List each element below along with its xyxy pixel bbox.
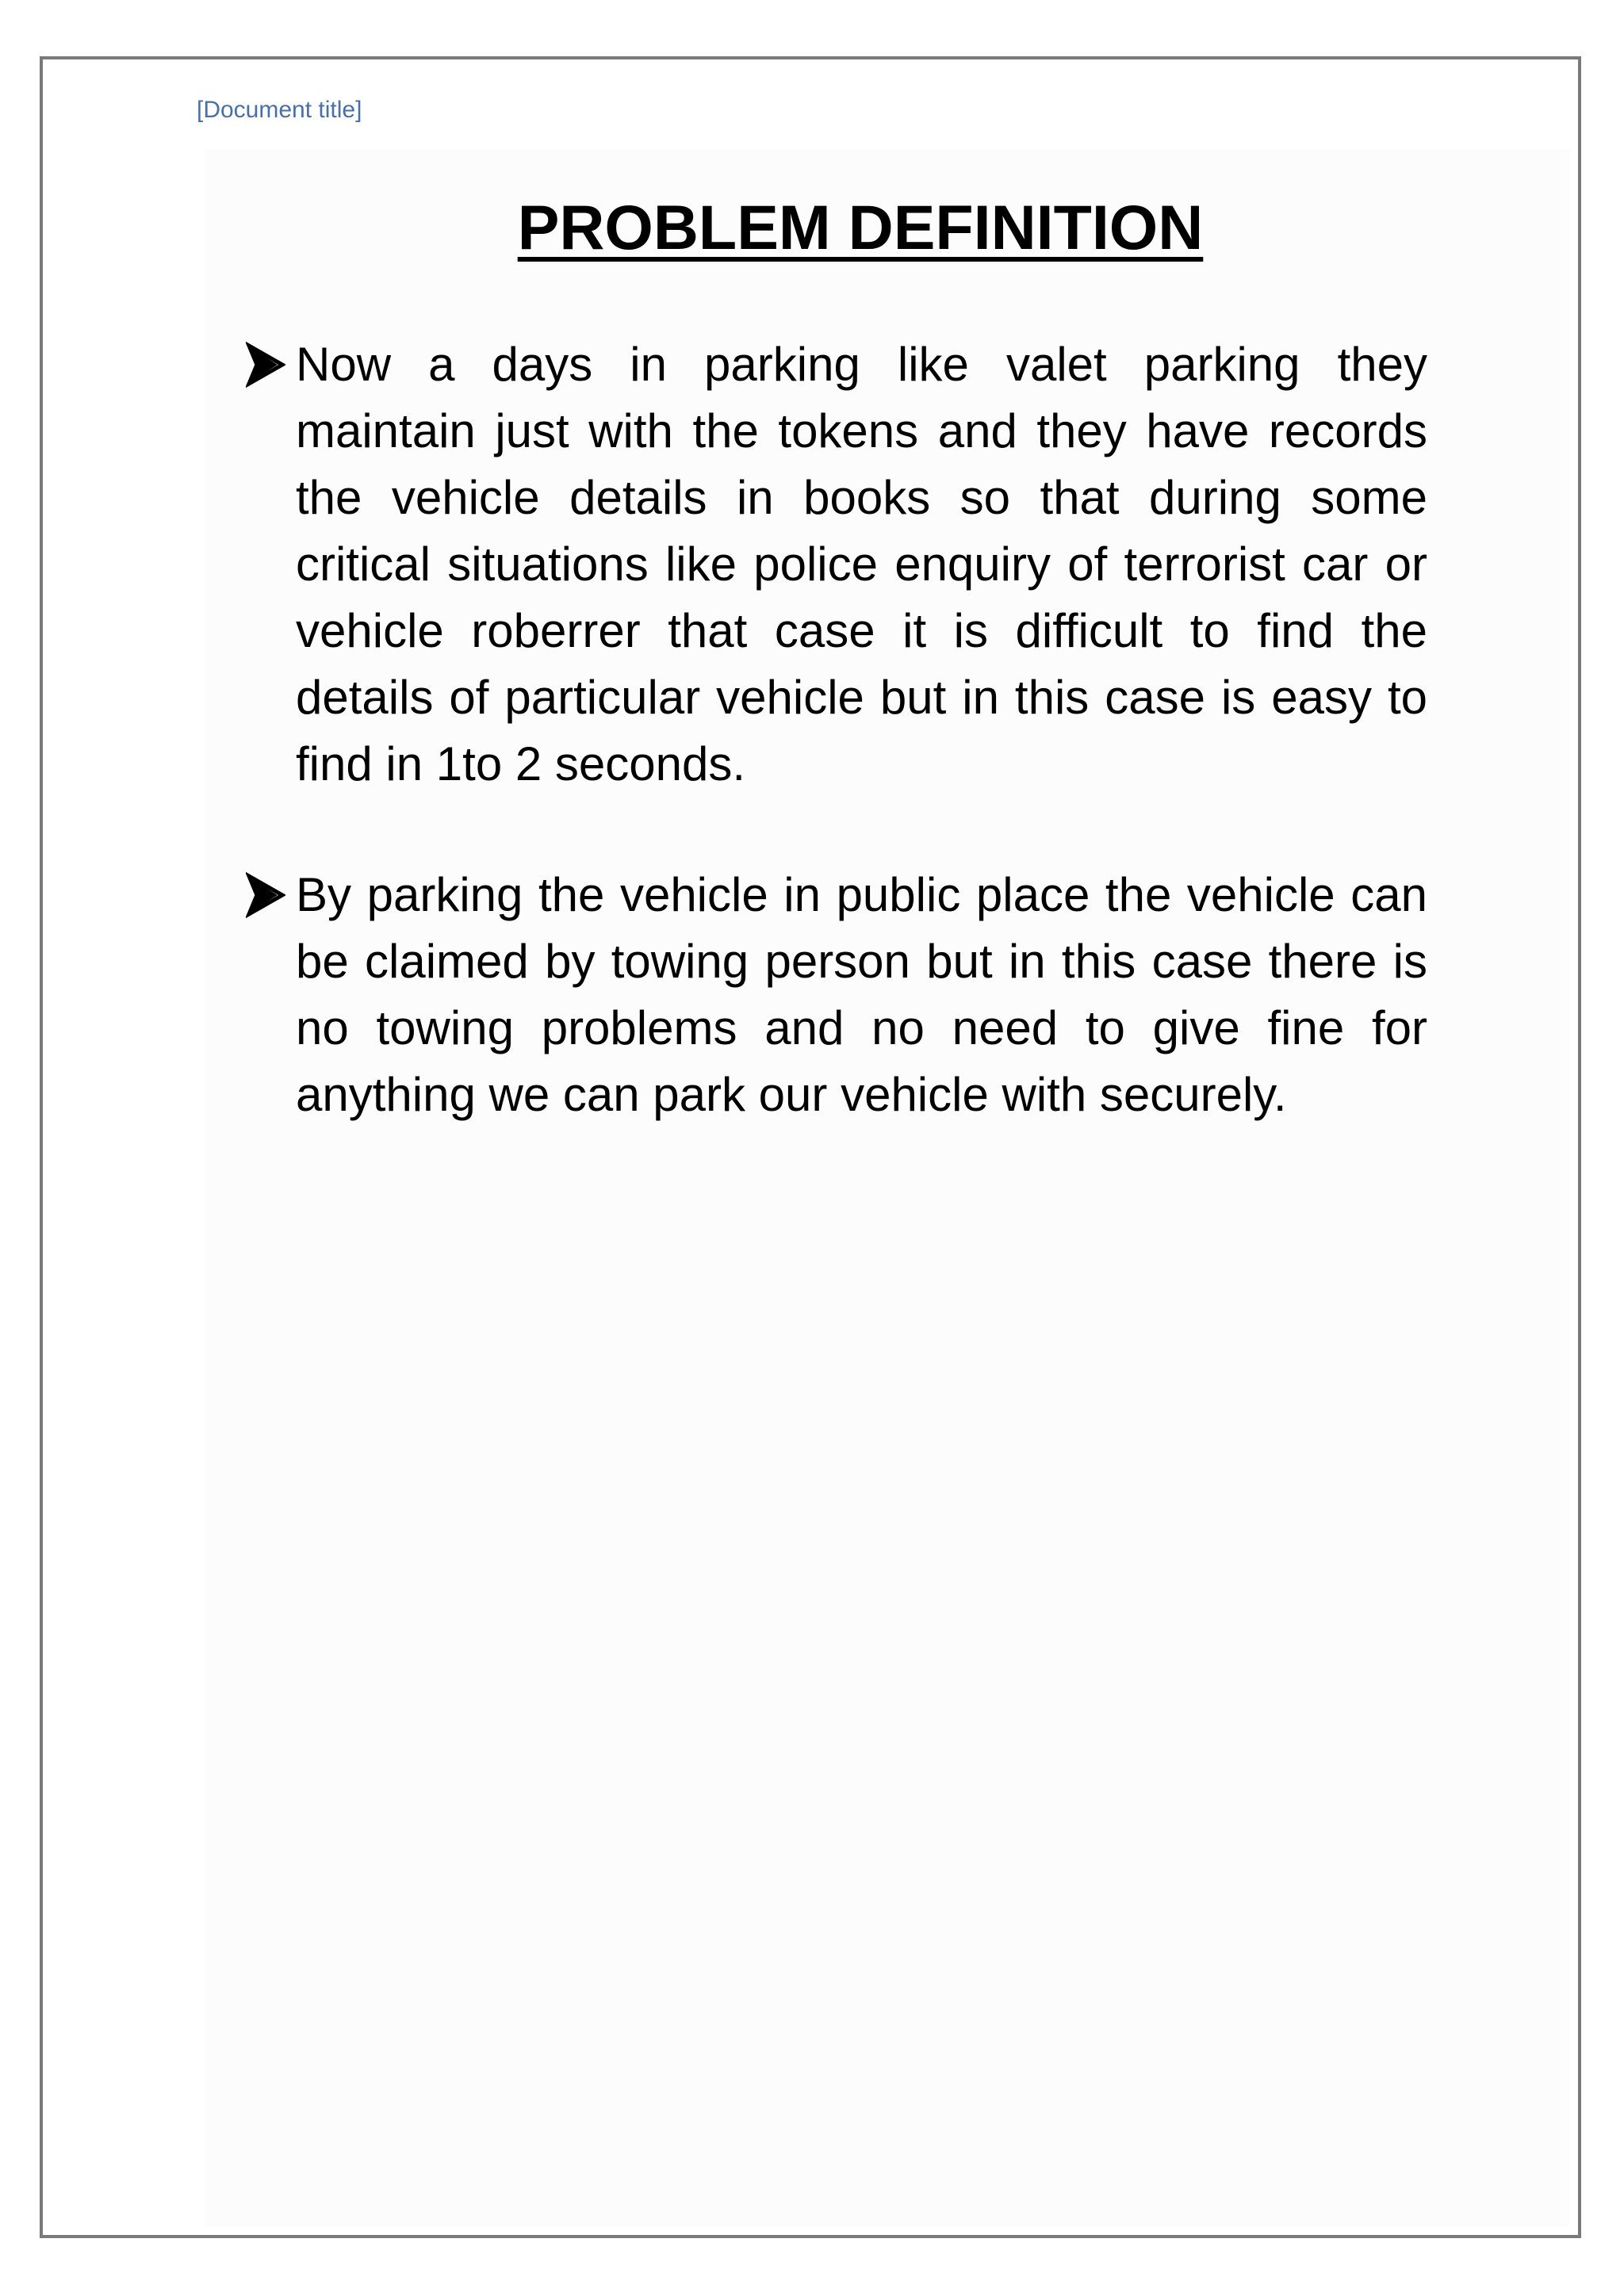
bullet-text: By parking the vehicle in public place the vehicle can be claimed by towing person but in this case there is no towing problems and no need to give fine for anything we can park our vehicle with securely.: [296, 868, 1427, 1121]
list-item: [246, 331, 1427, 798]
arrowhead-bullet-icon: [246, 871, 285, 919]
page-title: PROBLEM DEFINITION: [517, 192, 1204, 262]
bullet-text: Now a days in parking like valet parking they maintain just with the tokens and they have records the vehicle details in books so that during some critical situations like police enquiry of terrorist car or vehicle roberrer that case it is difficult to find the details of particular vehicle but in this case is easy to find in 1to 2 seconds.: [296, 338, 1427, 790]
arrowhead-bullet-icon: [246, 341, 285, 388]
bullet-list: [246, 331, 1427, 1192]
list-item: [246, 862, 1427, 1128]
document-title-header: [Document title]: [197, 97, 362, 123]
